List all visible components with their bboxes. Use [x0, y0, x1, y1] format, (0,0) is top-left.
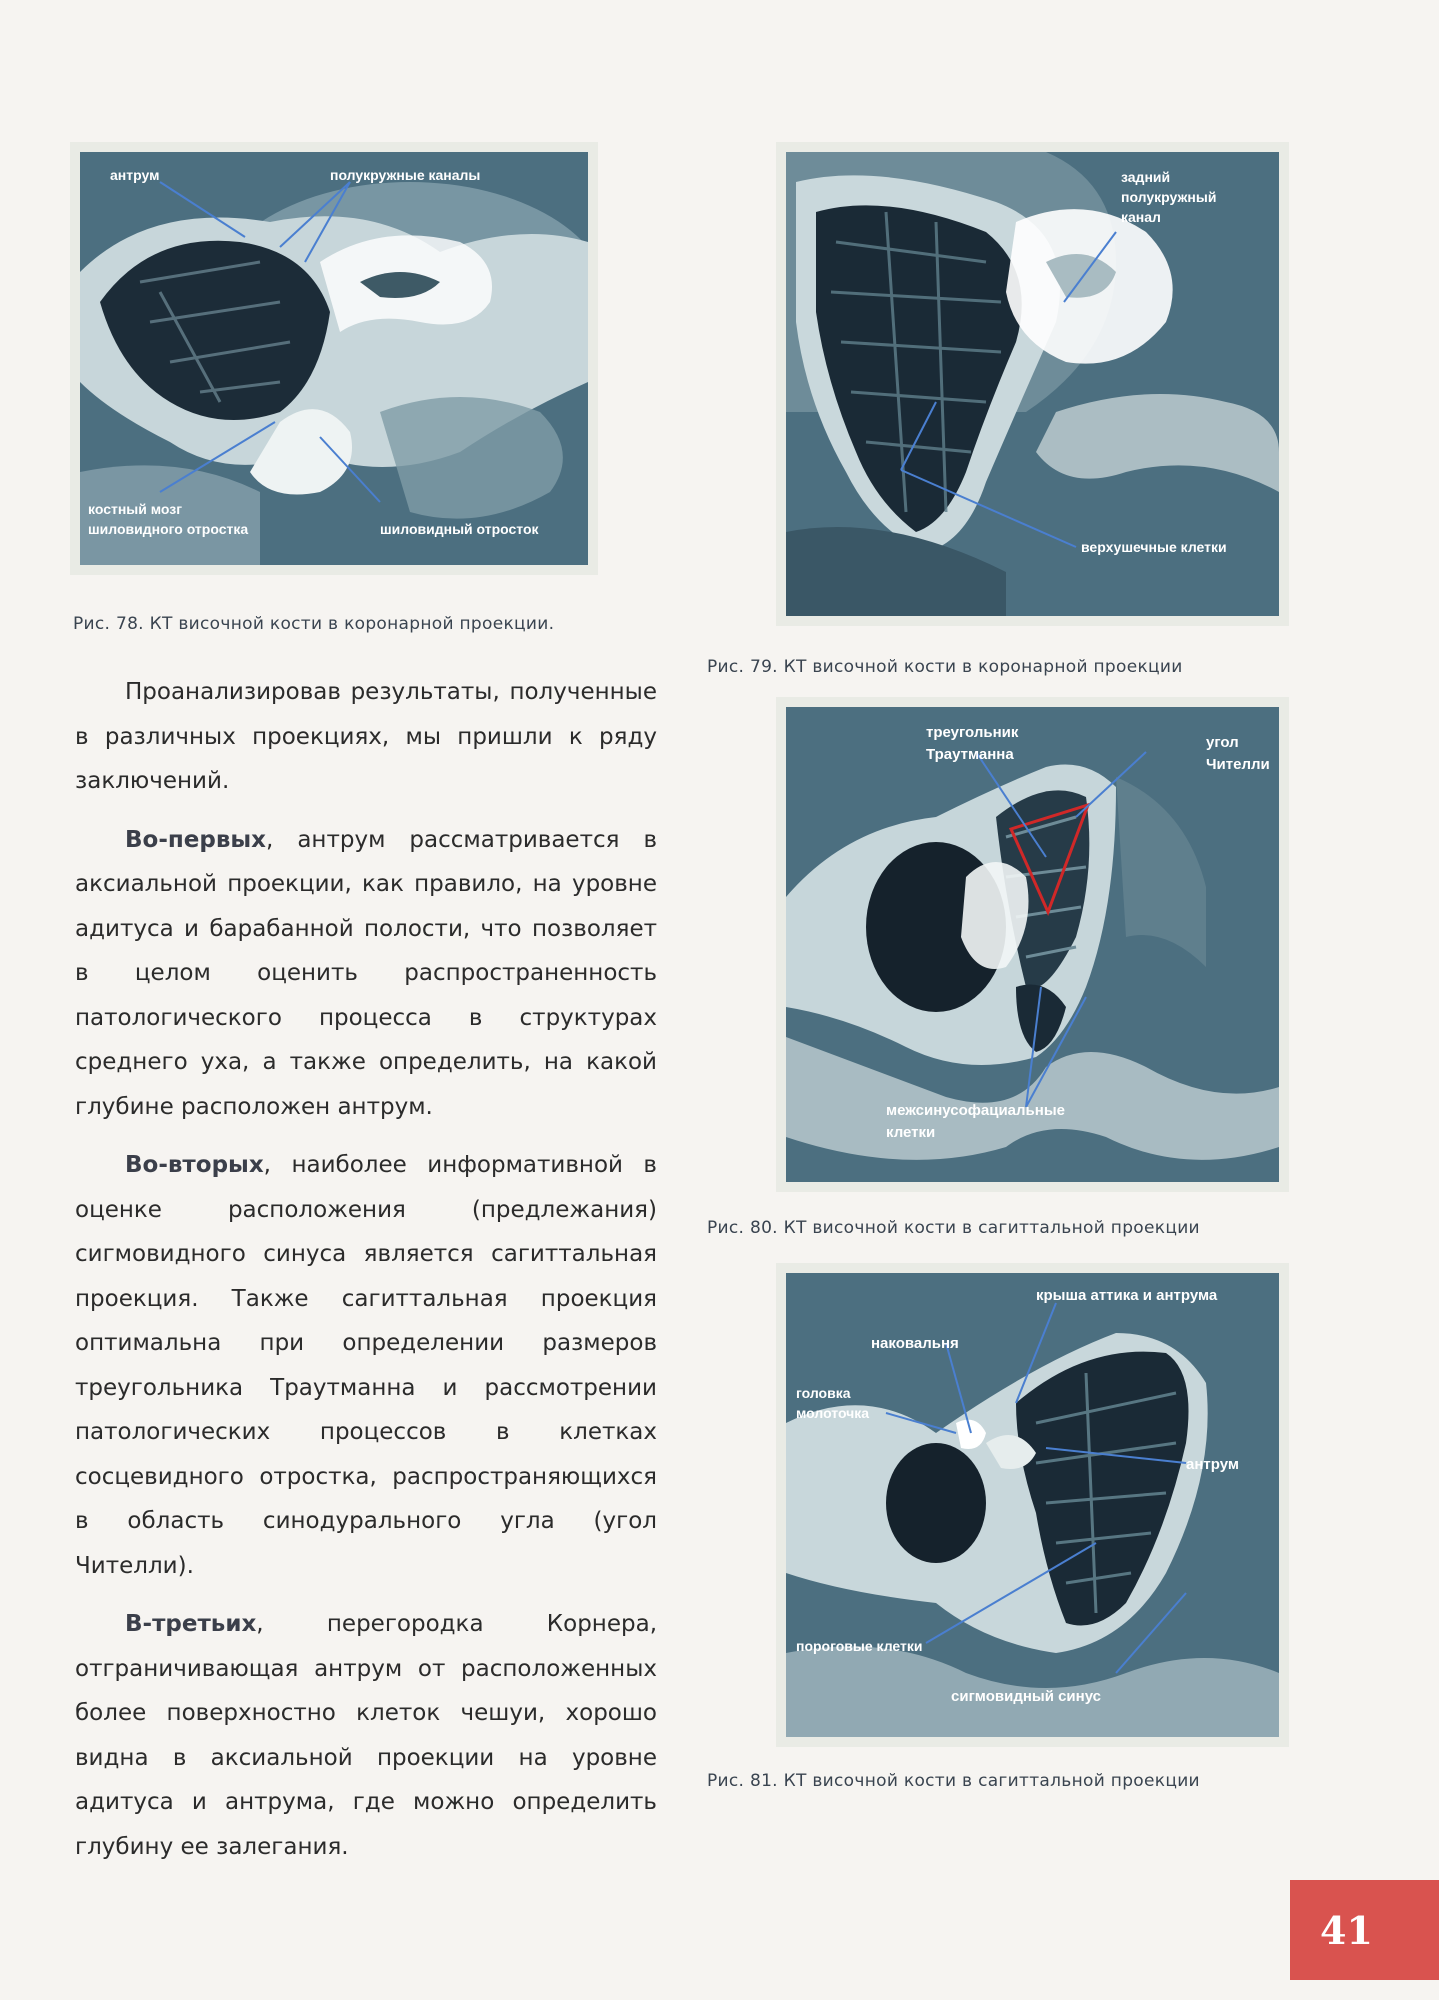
label-antrum-81: антрум: [1186, 1456, 1239, 1473]
paragraph-4: [75, 1602, 657, 1869]
ct-image-80: [786, 707, 1279, 1182]
page-number: 41: [1290, 1880, 1439, 1980]
label-canal-2: полукружный: [1121, 189, 1217, 205]
label-attic-roof: крыша аттика и антрума: [1036, 1287, 1218, 1304]
paragraph-3-lead: Во-вторых: [125, 1152, 264, 1178]
label-canal-3: канал: [1121, 209, 1161, 225]
label-citelli-2: Чителли: [1206, 756, 1270, 773]
label-malleus-1: головка: [796, 1385, 851, 1401]
label-sinodural-cells-1: межсинусофациальные: [886, 1102, 1065, 1119]
label-trautmann-1: треугольник: [926, 724, 1019, 741]
caption-79: Рис. 79. КТ височной кости в коронарной проекции: [707, 657, 1183, 677]
label-threshold-cells: пороговые клетки: [796, 1638, 923, 1654]
label-apex-cells: верхушечные клетки: [1081, 539, 1227, 555]
label-trautmann-2: Траутманна: [926, 746, 1014, 763]
ct-image-81: [786, 1273, 1279, 1737]
figure-78: [70, 142, 598, 575]
paragraph-2-text: , антрум рассматривается в аксиальной проекции, как правило, на уровне адитуса и барабанной полости, что позволяет в целом оценить распространенность патологического процесса в структурах среднего уха, а также определить, на какой глубине расположен антрум.: [75, 826, 657, 1120]
figure-80: [776, 697, 1289, 1192]
figure-79: [776, 142, 1289, 626]
ct-image-79: [786, 152, 1279, 616]
label-styloid: шиловидный отросток: [380, 521, 539, 537]
caption-78: Рис. 78. КТ височной кости в коронарной проекции.: [73, 614, 555, 634]
label-bone-marrow-1: костный мозг: [88, 501, 183, 517]
body-text: [75, 670, 657, 1883]
figure-81: [776, 1263, 1289, 1747]
label-bone-marrow-2: шиловидного отростка: [88, 521, 249, 537]
label-semicircular-canals: полукружные каналы: [330, 167, 481, 183]
paragraph-4-text: , перегородка Корнера, отграничивающая антрум от расположенных более поверхностно клеток чешуи, хорошо видна в аксиальной проекции на уровне адитуса и антрума, где можно определить глубину ее залегания.: [75, 1611, 657, 1860]
label-canal-1: задний: [1121, 169, 1171, 185]
label-antrum: антрум: [110, 167, 160, 183]
label-sigmoid-sinus: сигмовидный синус: [951, 1688, 1102, 1705]
ct-image-78: [80, 152, 588, 565]
paragraph-4-lead: В-третьих: [125, 1611, 257, 1637]
paragraph-1: Проанализировав результаты, полученные в различных проекциях, мы пришли к ряду заключений.: [75, 679, 657, 794]
paragraph-2-lead: Во-первых: [125, 826, 267, 853]
label-incus: наковальня: [871, 1335, 959, 1352]
paragraph-2: [75, 818, 657, 1130]
caption-81: Рис. 81. КТ височной кости в сагиттальной проекции: [707, 1771, 1200, 1791]
caption-80: Рис. 80. КТ височной кости в сагиттальной проекции: [707, 1218, 1200, 1238]
paragraph-3-text: , наиболее информативной в оценке расположения (предлежания) сигмовидного синуса является сагиттальная проекция. Также сагиттальная проекция оптимальна при определении размеров треугольника Траутманна и рассмотрении патологических процессов в клетках сосцевидного отростка, распространяющихся в область синодурального угла (угол Чителли).: [75, 1152, 657, 1579]
label-sinodural-cells-2: клетки: [886, 1124, 936, 1141]
label-malleus-2: молоточка: [796, 1405, 870, 1421]
paragraph-3: [75, 1143, 657, 1588]
label-citelli-1: угол: [1206, 734, 1239, 751]
